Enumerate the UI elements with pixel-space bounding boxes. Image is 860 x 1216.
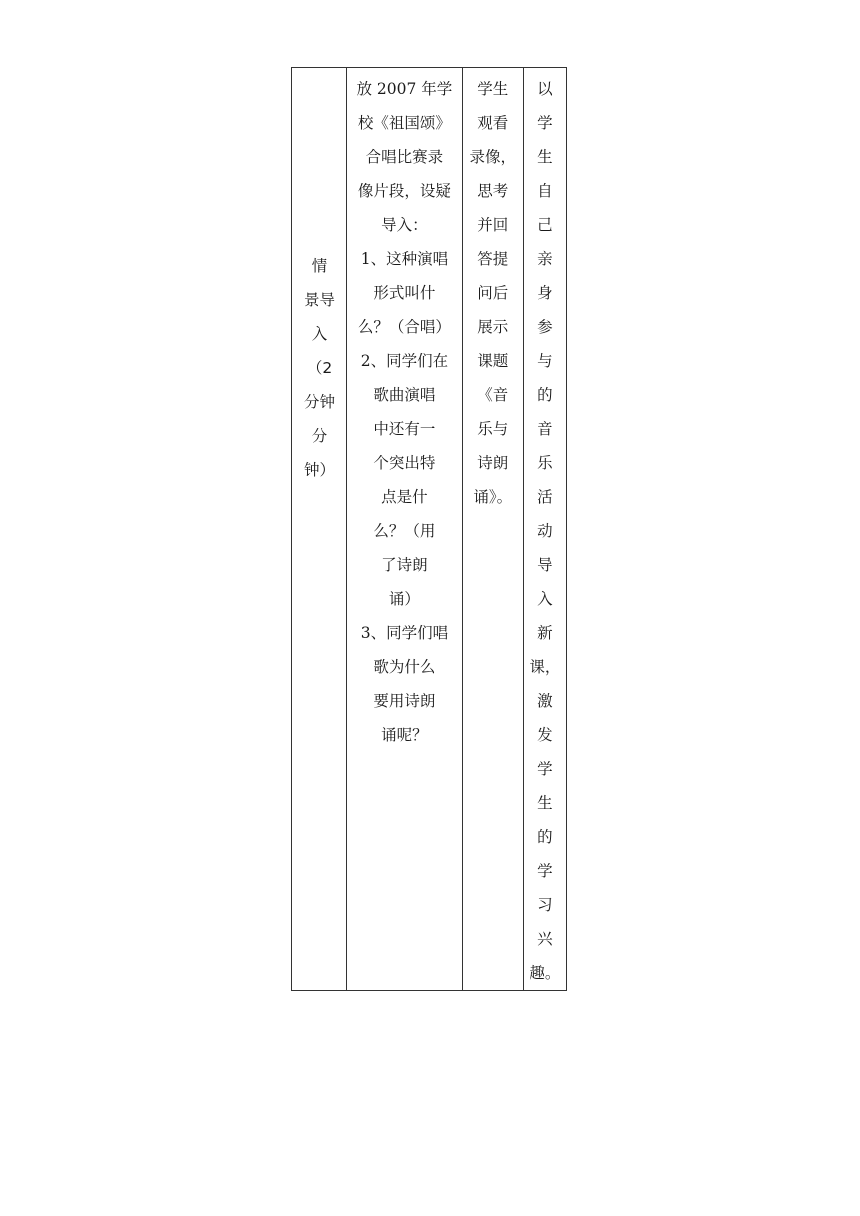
lesson-plan-table — [291, 67, 567, 991]
intent-line: 生 — [537, 148, 553, 166]
intent-line: 的 — [537, 828, 553, 846]
teacher-line: 3、同学们唱 — [360, 624, 449, 642]
teacher-line: 个突出特 — [373, 454, 436, 472]
intent-line: 身 — [537, 284, 553, 302]
teacher-line: 中还有一 — [373, 420, 436, 438]
intent-line: 导 — [537, 556, 553, 574]
student-line: 学生 — [477, 80, 509, 98]
teacher-line: 诵） — [388, 590, 420, 608]
teacher-line: 歌为什么 — [373, 658, 436, 676]
intent-line: 己 — [537, 216, 553, 234]
teacher-line: 校《祖国颂》 — [357, 114, 451, 132]
student-line: 诵》。 — [473, 488, 513, 506]
student-line: 课题 — [477, 352, 509, 370]
intent-line: 新 — [537, 624, 553, 642]
student-line: 观看 — [477, 114, 509, 132]
design-intent-cell — [523, 68, 566, 991]
intent-line: 习 — [537, 896, 553, 914]
intent-line: 乐 — [537, 454, 553, 472]
stage-line: 钟） — [303, 461, 335, 479]
student-line: 《音 — [477, 386, 509, 404]
teacher-line: 么？（用 — [373, 522, 436, 540]
stage-cell — [292, 68, 347, 991]
stage-line: （2 — [306, 359, 333, 377]
teacher-activity-cell — [347, 68, 462, 991]
student-line: 思考 — [477, 182, 509, 200]
stage-line: 分钟 — [303, 393, 335, 411]
student-activity-text — [463, 68, 523, 514]
student-line: 录像， — [469, 148, 516, 166]
student-line: 答提 — [477, 250, 509, 268]
teacher-line: 2、同学们在 — [360, 352, 449, 370]
student-line: 并回 — [477, 216, 509, 234]
teacher-line: 合唱比赛录 — [365, 148, 444, 166]
intent-line: 学 — [537, 760, 553, 778]
intent-line: 趣。 — [529, 964, 561, 982]
student-activity-cell — [462, 68, 523, 991]
teacher-line: 导入： — [381, 216, 428, 234]
student-line: 乐与 — [477, 420, 509, 438]
teacher-line: 形式叫什 — [373, 284, 436, 302]
intent-line: 以 — [537, 80, 553, 98]
intent-line: 入 — [537, 590, 553, 608]
student-line: 诗朗 — [477, 454, 509, 472]
intent-line: 动 — [537, 522, 553, 540]
teacher-activity-text — [347, 68, 461, 752]
teacher-line: 像片段，设疑 — [357, 182, 451, 200]
intent-line: 音 — [537, 420, 553, 438]
teacher-line: 歌曲演唱 — [373, 386, 436, 404]
intent-line: 与 — [537, 352, 553, 370]
teacher-line: 么？（合唱） — [357, 318, 451, 336]
intent-line: 亲 — [537, 250, 553, 268]
intent-line: 课， — [529, 658, 561, 676]
stage-line: 情 — [311, 257, 328, 275]
stage-line: 分 — [311, 427, 328, 445]
stage-text — [292, 249, 347, 487]
intent-line: 发 — [537, 726, 553, 744]
intent-line: 自 — [537, 182, 553, 200]
teacher-line: 点是什 — [381, 488, 428, 506]
intent-line: 学 — [537, 114, 553, 132]
student-line: 展示 — [477, 318, 509, 336]
stage-line: 入 — [311, 325, 328, 343]
student-line: 问后 — [477, 284, 509, 302]
teacher-line: 了诗朗 — [381, 556, 428, 574]
intent-line: 参 — [537, 318, 553, 336]
table-row — [292, 68, 567, 991]
teacher-line: 诵呢？ — [381, 726, 428, 744]
intent-line: 生 — [537, 794, 553, 812]
design-intent-text — [524, 68, 566, 990]
teacher-line: 1、这种演唱 — [360, 250, 449, 268]
stage-line: 景导 — [303, 291, 335, 309]
intent-line: 活 — [537, 488, 553, 506]
intent-line: 的 — [537, 386, 553, 404]
teacher-line: 放 2007 年学 — [356, 80, 453, 98]
intent-line: 激 — [537, 692, 553, 710]
teacher-line: 要用诗朗 — [373, 692, 436, 710]
intent-line: 兴 — [537, 930, 553, 948]
intent-line: 学 — [537, 862, 553, 880]
